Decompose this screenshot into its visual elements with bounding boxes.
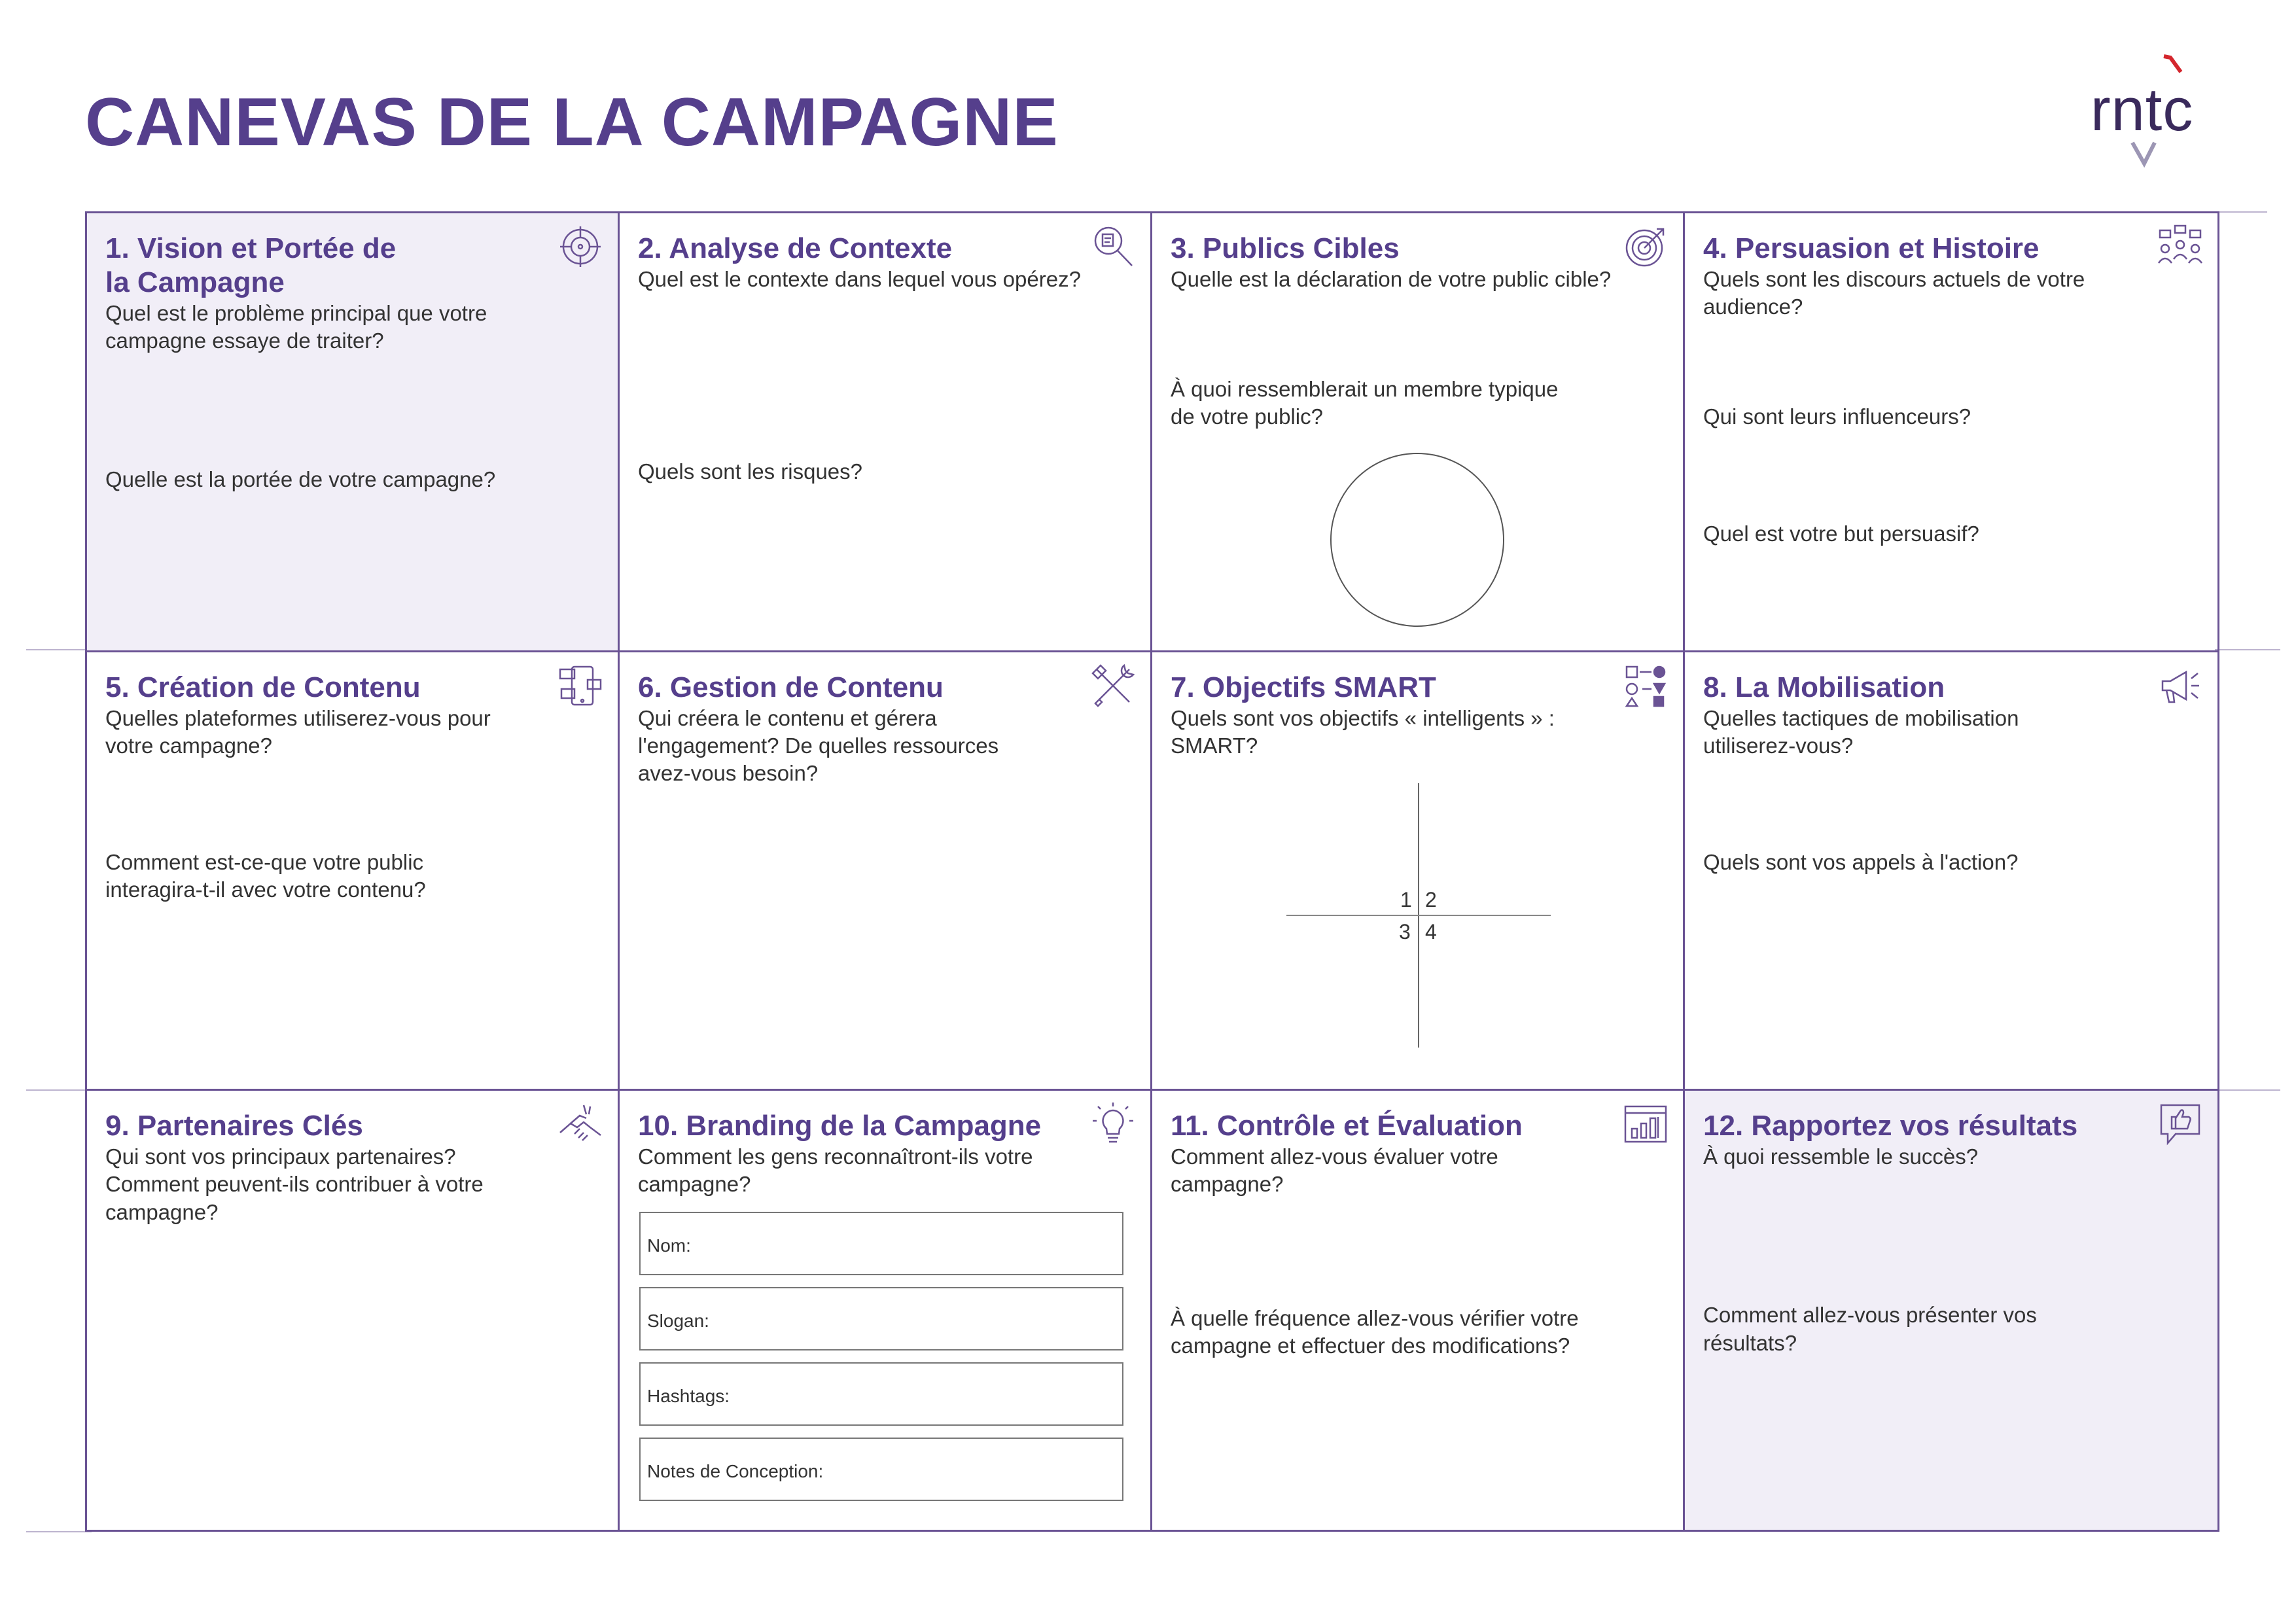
handshake-icon (557, 1101, 603, 1147)
question: À quoi ressemblerait un membre typique de votre public? (1171, 377, 1559, 429)
name-field[interactable]: Nom: (639, 1212, 1123, 1275)
cell-publics-cibles (1152, 213, 1685, 652)
rntc-logo (2091, 51, 2221, 169)
cell-heading: 6. Gestion de Contenu (638, 671, 944, 703)
cell-analyse-contexte (620, 213, 1152, 652)
cell-gestion-contenu (620, 652, 1152, 1091)
smart-quadrant-grid (1286, 783, 1551, 1048)
cell-heading: 10. Branding de la Campagne (638, 1110, 1042, 1142)
cell-heading: 9. Partenaires Clés (105, 1110, 363, 1142)
chart-window-icon (1623, 1101, 1669, 1147)
question: Quelles plateformes utiliserez-vous pour votre campagne? (105, 705, 491, 758)
thumbs-up-icon (2157, 1101, 2203, 1147)
slogan-field[interactable]: Slogan: (639, 1287, 1123, 1350)
question: Quels sont vos appels à l'action? (1703, 850, 2019, 875)
cell-heading: 7. Objectifs SMART (1171, 671, 1436, 703)
cell-rapportez-resultats (1685, 1091, 2217, 1530)
quadrant-label: 2 (1425, 887, 1437, 911)
question: Quel est le problème principal que votre campagne essaye de traiter? (105, 300, 487, 353)
audience-icon (2157, 224, 2203, 270)
cell-heading: 5. Création de Contenu (105, 671, 421, 703)
question: Quelles tactiques de mobilisation utiliserez-vous? (1703, 705, 2019, 758)
cell-heading: 4. Persuasion et Histoire (1703, 232, 2040, 264)
cell-persuasion-histoire (1685, 213, 2217, 652)
question: À quelle fréquence allez-vous vérifier votre campagne et effectuer des modifications? (1171, 1305, 1579, 1358)
question: Quel est votre but persuasif? (1703, 521, 1979, 546)
tools-icon (1090, 663, 1136, 709)
cell-controle-evaluation (1152, 1091, 1685, 1530)
question: Quelle est la portée de votre campagne? (105, 467, 496, 492)
quadrant-label: 4 (1425, 919, 1437, 944)
shapes-icon (1623, 663, 1669, 709)
question: À quoi ressemble le succès? (1703, 1144, 1979, 1169)
audience-persona-circle (1330, 453, 1504, 627)
question: Quels sont les risques? (638, 459, 863, 484)
lightbulb-icon (1090, 1101, 1136, 1147)
question: Comment allez-vous présenter vos résultats? (1703, 1303, 2037, 1355)
phone-content-icon (557, 663, 603, 709)
cell-heading: 2. Analyse de Contexte (638, 232, 953, 264)
question: Qui sont vos principaux partenaires? Comment peuvent-ils contribuer à votre campagne? (105, 1144, 484, 1224)
question: Qui créera le contenu et gérera l'engagement? De quelles ressources avez-vous besoin? (638, 705, 999, 786)
question: Quelle est la déclaration de votre public cible? (1171, 266, 1612, 291)
design-notes-field[interactable]: Notes de Conception: (639, 1438, 1123, 1501)
question: Comment les gens reconnaîtront-ils votre campagne? (638, 1144, 1033, 1197)
canvas-grid (85, 211, 2219, 1532)
cell-vision-portee (87, 213, 620, 652)
cell-branding-campagne (620, 1091, 1152, 1530)
cell-heading: 1. Vision et Portée de la Campagne (105, 232, 397, 298)
magnifier-icon (1090, 224, 1136, 270)
crosshair-icon (557, 224, 603, 270)
question: Quels sont vos objectifs « intelligents » : SMART? (1171, 705, 1555, 758)
hashtags-field[interactable]: Hashtags: (639, 1362, 1123, 1426)
page-title: CANEVAS DE LA CAMPAGNE (85, 84, 1059, 160)
question: Comment est-ce-que votre public interagira-t-il avec votre contenu? (105, 850, 426, 902)
question: Quels sont les discours actuels de votre audience? (1703, 266, 2085, 319)
cell-mobilisation (1685, 652, 2217, 1091)
cell-heading: 11. Contrôle et Évaluation (1171, 1110, 1523, 1142)
megaphone-icon (2157, 663, 2203, 709)
quadrant-label: 1 (1400, 887, 1412, 911)
cell-partenaires-cles (87, 1091, 620, 1530)
target-icon (1623, 224, 1669, 270)
cell-heading: 12. Rapportez vos résultats (1703, 1110, 2078, 1142)
question: Qui sont leurs influenceurs? (1703, 404, 1971, 429)
logo-text: rntc (2091, 77, 2194, 143)
question: Comment allez-vous évaluer votre campagne? (1171, 1144, 1498, 1197)
cell-creation-contenu (87, 652, 620, 1091)
quadrant-label: 3 (1399, 919, 1411, 944)
quadrant-horizontal-axis (1286, 915, 1551, 916)
question: Quel est le contexte dans lequel vous opérez? (638, 266, 1081, 291)
cell-heading: 8. La Mobilisation (1703, 671, 1945, 703)
cell-heading: 3. Publics Cibles (1171, 232, 1400, 264)
cell-objectifs-smart (1152, 652, 1685, 1091)
